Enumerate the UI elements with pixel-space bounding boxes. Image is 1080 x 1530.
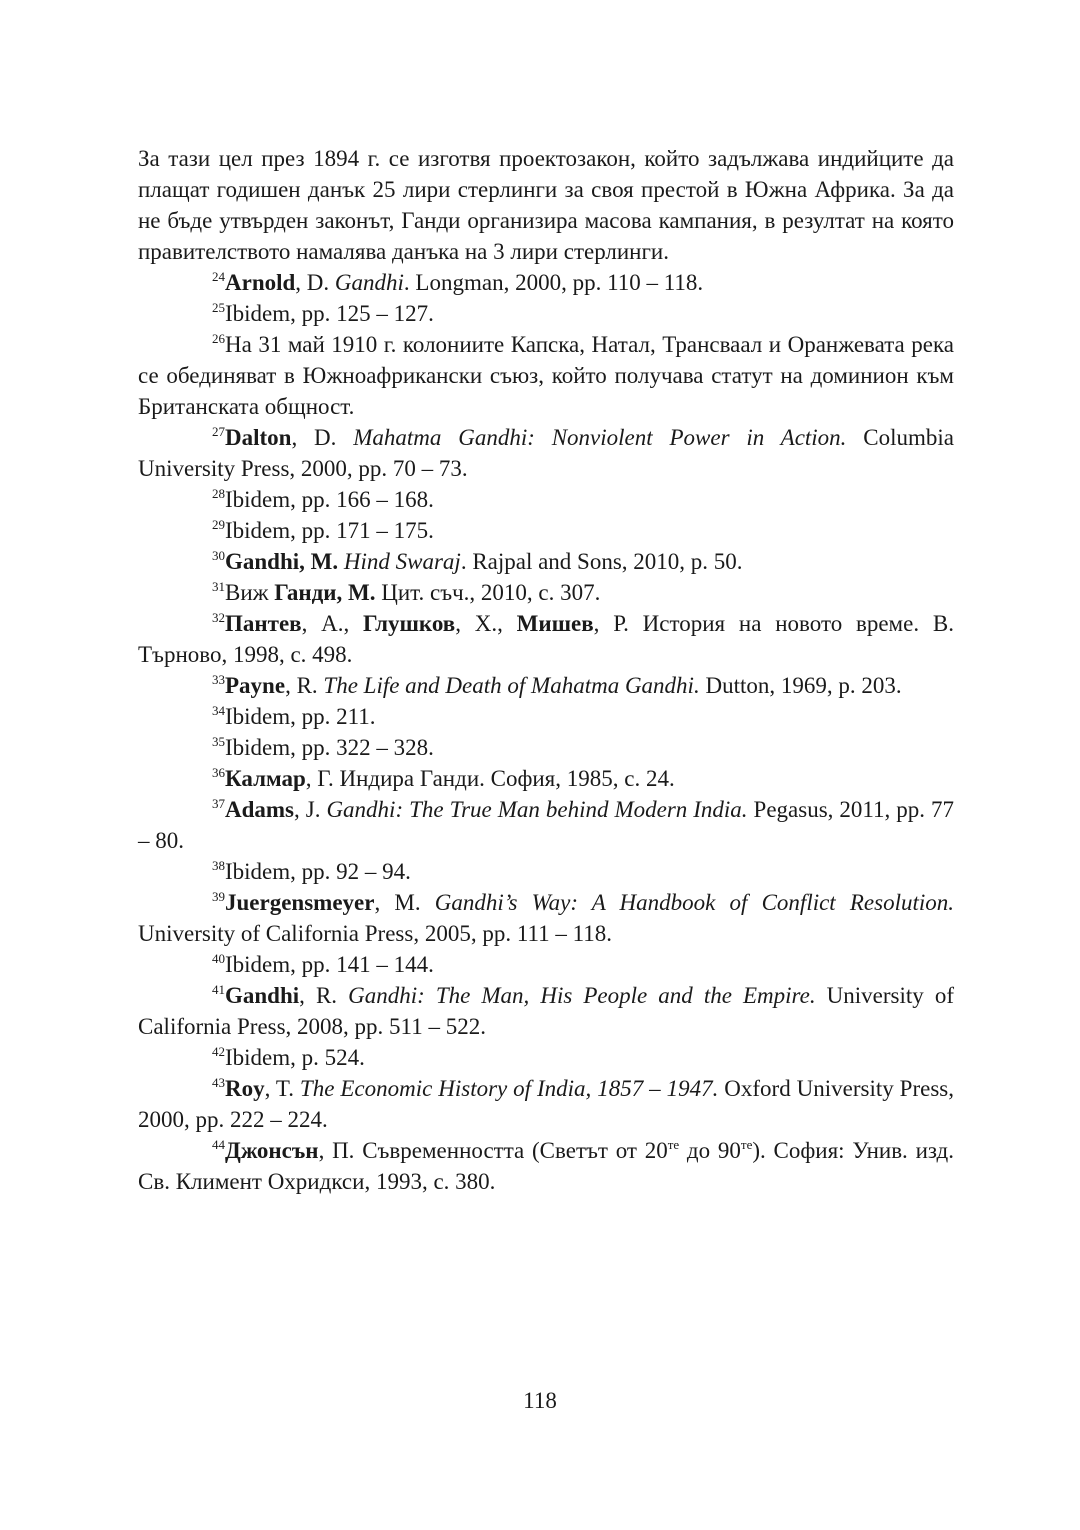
footnote-text: На 31 май 1910 г. колониите Капска, Натал, Трансваал и Оранжевата река се обединяват в Южноафрикански съюз, който получава статут на доминион към Британската общност. <box>138 332 954 419</box>
footnote <box>138 701 954 732</box>
footnote-number: 42 <box>212 1044 225 1059</box>
footnote-text: . Longman, 2000, pp. 110 – 118. <box>403 270 704 295</box>
footnote-text: University of California Press, 2005, pp. 111 – 118. <box>138 921 613 946</box>
footnote-number: 36 <box>212 765 225 780</box>
footnote-author: Gandhi <box>225 983 300 1008</box>
footnote-author: Мишев <box>516 611 594 636</box>
page-number: 118 <box>523 1388 557 1413</box>
footnote-author: Пантев <box>225 611 302 636</box>
footnote-superscript: те <box>740 1137 753 1152</box>
footnote-superscript: те <box>667 1137 680 1152</box>
footnote-number: 43 <box>212 1075 225 1090</box>
footnote-number: 39 <box>212 889 225 904</box>
footnote-title: Gandhi: The Man, His People and the Empire. <box>348 983 816 1008</box>
footnote <box>138 763 954 794</box>
footnote-number: 25 <box>212 300 225 315</box>
footnote-number: 27 <box>212 424 225 439</box>
footnote <box>138 887 954 949</box>
footnote-text: , D. <box>291 425 354 450</box>
footnote-author: Джонсън <box>225 1138 319 1163</box>
footnote-text: Ibidem, pp. 92 – 94. <box>225 859 411 884</box>
footnote-text: Pegasus, 2011, pp. 77 – 80. <box>138 797 955 853</box>
footnote-text: , П. Съвременността (Светът от 20 <box>318 1138 668 1163</box>
footnote-author: Juergensmeyer <box>225 890 375 915</box>
footnote-author: Gandhi, M. <box>225 549 339 574</box>
footnote-number: 40 <box>212 951 225 966</box>
footnote-title: Gandhi <box>334 270 404 295</box>
footnote-text: Ibidem, pp. 211. <box>225 704 376 729</box>
footnote-text: , D. <box>295 270 335 295</box>
intro-paragraph: За тази цел през 1894 г. се изготвя проектозакон, който задължава индийците да плащат годишен данък 25 лири стерлинги за своя престой в Южна Африка. За да не бъде утвърден законът, Ганди организира масова кампания, в резултат на която правителството намалява данъка на 3 лири стерлинги. <box>138 146 954 264</box>
footnote-number: 35 <box>212 734 225 749</box>
footnote <box>138 732 954 763</box>
footnote-text: до 90 <box>679 1138 741 1163</box>
footnote-text: Columbia University Press, 2000, pp. 70 – 73. <box>138 425 954 481</box>
footnote-number: 41 <box>212 982 225 997</box>
footnote-text: , M. <box>374 890 435 915</box>
footnote-text: , Р. История на новото време. В. Търново, 1998, с. 498. <box>138 611 954 667</box>
footnote-text: , R. <box>299 983 349 1008</box>
footnote-text: Цит. съч., 2010, с. 307. <box>375 580 601 605</box>
footnote-number: 29 <box>212 517 225 532</box>
footnote <box>138 856 954 887</box>
footnote-text: Ibidem, pp. 166 – 168. <box>225 487 434 512</box>
page-body <box>138 143 954 1197</box>
footnote <box>138 329 954 422</box>
footnote-author: Arnold <box>225 270 296 295</box>
footnote <box>138 422 954 484</box>
footnote-author: Adams <box>225 797 295 822</box>
footnote <box>138 298 954 329</box>
footnote-title: Gandhi: The True Man behind Modern India. <box>326 797 748 822</box>
footnote <box>138 515 954 546</box>
footnote <box>138 577 954 608</box>
footnote-text: . Rajpal and Sons, 2010, p. 50. <box>460 549 743 574</box>
footnote-text: Oxford University Press, 2000, pp. 222 – 224. <box>138 1076 954 1132</box>
footnote <box>138 980 954 1042</box>
footnote <box>138 949 954 980</box>
footnote-text: Виж <box>225 580 275 605</box>
footnote-text: Dutton, 1969, p. 203. <box>699 673 902 698</box>
footnote-text: ). София: Унив. изд. Св. Климент Охридкси, 1993, с. 380. <box>138 1138 954 1194</box>
footnote-text: , Х., <box>455 611 517 636</box>
footnote-number: 38 <box>212 858 225 873</box>
footnote <box>138 1135 954 1197</box>
footnote-text: , R. <box>285 673 324 698</box>
footnote-author: Калмар <box>225 766 306 791</box>
footnote-list <box>138 267 954 1197</box>
footnote <box>138 484 954 515</box>
footnote-number: 34 <box>212 703 225 718</box>
footnote-title: Mahatma Gandhi: Nonviolent Power in Action. <box>353 425 847 450</box>
footnote <box>138 267 954 298</box>
footnote-number: 32 <box>212 610 225 625</box>
footnote-number: 26 <box>212 331 225 346</box>
footnote-author: Dalton <box>225 425 292 450</box>
footnote-number: 28 <box>212 486 225 501</box>
footnote-text: Ibidem, pp. 322 – 328. <box>225 735 434 760</box>
footnote-number: 33 <box>212 672 225 687</box>
footnote-text: , J. <box>294 797 327 822</box>
footnote-text: University of California Press, 2008, pp. 511 – 522. <box>138 983 954 1039</box>
footnote <box>138 670 954 701</box>
footnote-number: 24 <box>212 269 225 284</box>
footnote <box>138 546 954 577</box>
footnote-text: Ibidem, p. 524. <box>225 1045 365 1070</box>
footnote-title: Hind Swaraj <box>343 549 461 574</box>
footnote <box>138 608 954 670</box>
footnote-number: 44 <box>212 1137 225 1152</box>
footnote-title: The Economic History of India, 1857 – 1947. <box>299 1076 719 1101</box>
footnote-title: The Life and Death of Mahatma Gandhi. <box>323 673 700 698</box>
footnote-text: , T. <box>264 1076 300 1101</box>
footnote-author: Ганди, М. <box>274 580 376 605</box>
footnote <box>138 1073 954 1135</box>
footnote-text: Ibidem, pp. 125 – 127. <box>225 301 434 326</box>
footnote-text: , Г. Индира Ганди. София, 1985, с. 24. <box>305 766 675 791</box>
footnote-author: Payne <box>225 673 286 698</box>
footnote-number: 37 <box>212 796 225 811</box>
footnote-text: Ibidem, pp. 171 – 175. <box>225 518 434 543</box>
footnote-number: 31 <box>212 579 225 594</box>
footnote-text: Ibidem, pp. 141 – 144. <box>225 952 434 977</box>
footnote-author: Roy <box>225 1076 265 1101</box>
footnote-number: 30 <box>212 548 225 563</box>
footnote <box>138 1042 954 1073</box>
footnote <box>138 794 954 856</box>
footnote-text: , А., <box>301 611 364 636</box>
footnote-author: Глушков <box>363 611 456 636</box>
footnote-title: Gandhi’s Way: A Handbook of Conflict Resolution. <box>434 890 954 915</box>
